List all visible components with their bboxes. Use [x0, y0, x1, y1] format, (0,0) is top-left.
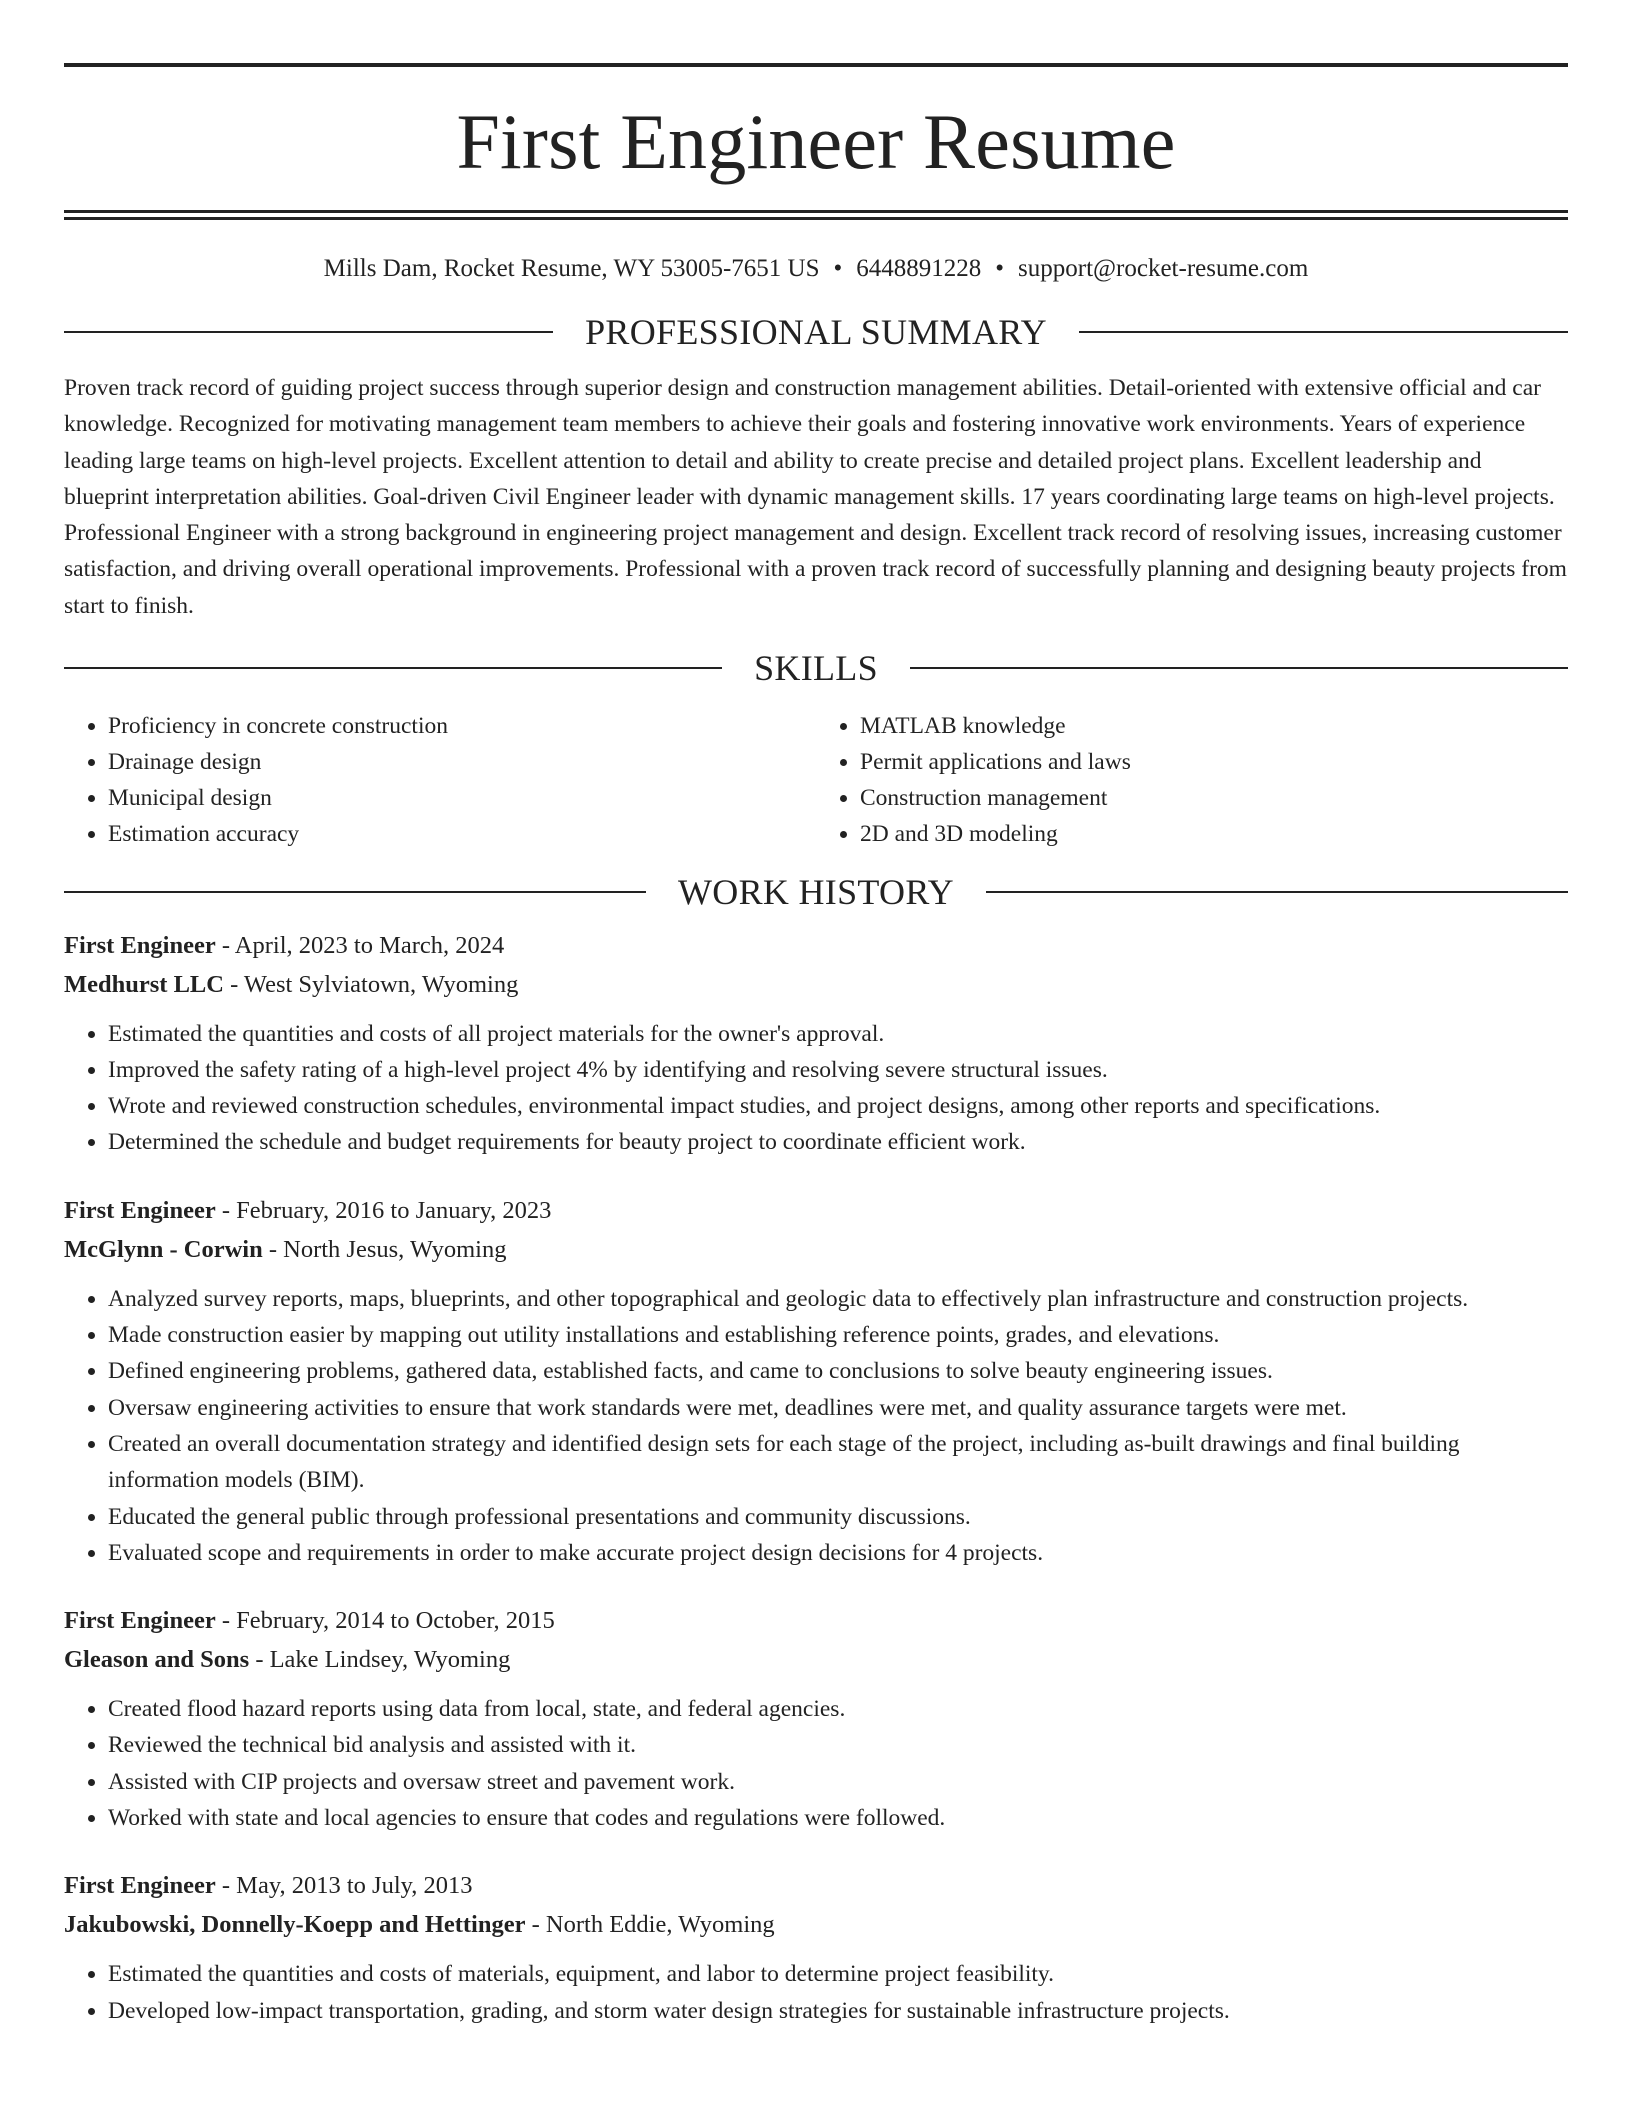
job-bullet: • Worked with state and local agencies to ensure that codes and regulations were followed.: [108, 1800, 1568, 1836]
job-location: - North Eddie, Wyoming: [525, 1911, 775, 1939]
job-entry: [64, 1191, 1568, 1571]
job-company: Medhurst LLC: [64, 970, 224, 998]
job-location: - Lake Lindsey, Wyoming: [249, 1646, 511, 1674]
skill-item: • Estimation accuracy: [108, 816, 816, 852]
skill-item: • Proficiency in concrete construction: [108, 708, 816, 744]
section-heading-summary: [64, 312, 1568, 352]
skills-columns: [64, 708, 1568, 852]
contact-separator: •: [995, 255, 1005, 282]
section-title: PROFESSIONAL SUMMARY: [585, 312, 1047, 352]
skill-item: • Permit applications and laws: [860, 744, 1568, 780]
job-bullet: • Educated the general public through professional presentations and community discussions.: [108, 1499, 1568, 1535]
heading-rule: [986, 891, 1568, 893]
job-bullet: • Defined engineering problems, gathered data, established facts, and came to conclusions to solve beauty engineering issues.: [108, 1353, 1568, 1389]
job-bullet: • Determined the schedule and budget requirements for beauty project to coordinate efficient work.: [108, 1124, 1568, 1160]
job-location: - North Jesus, Wyoming: [262, 1235, 507, 1263]
skills-list-left: [64, 708, 816, 852]
job-role: First Engineer: [64, 1607, 216, 1635]
job-entry: [64, 1601, 1568, 1836]
job-bullet: • Created an overall documentation strategy and identified design sets for each stage of the project, including as-built drawings and final building information models (BIM).: [108, 1426, 1568, 1499]
header-double-rule: [64, 210, 1568, 220]
job-role: First Engineer: [64, 1872, 216, 1900]
job-bullet: • Estimated the quantities and costs of materials, equipment, and labor to determine project feasibility.: [108, 1956, 1568, 1992]
skill-item: • MATLAB knowledge: [860, 708, 1568, 744]
contact-email: support@rocket-resume.com: [1018, 255, 1309, 282]
professional-summary: Proven track record of guiding project success through superior design and construction management abilities. Detail-oriented with extensive official and car knowledge. Recognized for motivating management team members to achieve their goals and fostering innovative work environments. Years of experience leading large teams on high-level projects. Excellent attention to detail and ability to create precise and detailed project plans. Excellent leadership and blueprint interpretation abilities. Goal-driven Civil Engineer leader with dynamic management skills. 17 years coordinating large teams on high-level projects. Professional Engineer with a strong background in engineering project management and design. Excellent track record of resolving issues, increasing customer satisfaction, and driving overall operational improvements. Professional with a proven track record of successfully planning and designing beauty projects from start to finish.: [64, 375, 1567, 619]
job-role: First Engineer: [64, 1196, 216, 1224]
resume-title: First Engineer Resume: [456, 98, 1176, 185]
job-bullet: • Reviewed the technical bid analysis and assisted with it.: [108, 1727, 1568, 1763]
job-company: Gleason and Sons: [64, 1646, 250, 1674]
contact-phone: 6448891228: [856, 255, 982, 282]
job-company-line: [64, 1640, 1568, 1679]
job-bullets: [64, 1281, 1568, 1571]
heading-rule: [1079, 331, 1568, 333]
contact-address: Mills Dam, Rocket Resume, WY 53005-7651 US: [323, 255, 820, 282]
heading-rule: [910, 667, 1568, 669]
job-bullet: • Made construction easier by mapping out utility installations and establishing reference points, grades, and elevations.: [108, 1317, 1568, 1353]
skills-list-right: [816, 708, 1568, 852]
resume-header: [64, 0, 1568, 220]
skill-item: • Drainage design: [108, 744, 816, 780]
contact-separator: •: [833, 255, 843, 282]
job-dates: - February, 2016 to January, 2023: [215, 1196, 552, 1224]
job-entry: [64, 926, 1568, 1161]
job-bullets: [64, 1691, 1568, 1836]
job-bullet: • Evaluated scope and requirements in order to make accurate project design decisions for 4 projects.: [108, 1535, 1568, 1571]
job-title-line: [64, 1866, 1568, 1905]
job-role: First Engineer: [64, 931, 216, 959]
job-bullet: • Estimated the quantities and costs of all project materials for the owner's approval.: [108, 1016, 1568, 1052]
job-company-line: [64, 1905, 1568, 1944]
job-company: McGlynn - Corwin: [64, 1235, 263, 1263]
job-bullet: • Created flood hazard reports using data from local, state, and federal agencies.: [108, 1691, 1568, 1727]
skill-item: • Construction management: [860, 780, 1568, 816]
section-heading-skills: [64, 648, 1568, 688]
job-title-line: [64, 926, 1568, 965]
job-company-line: [64, 1230, 1568, 1269]
job-company-line: [64, 965, 1568, 1004]
job-location: - West Sylviatown, Wyoming: [223, 970, 519, 998]
contact-line: [64, 254, 1568, 284]
job-bullet: • Wrote and reviewed construction schedules, environmental impact studies, and project designs, among other reports and specifications.: [108, 1088, 1568, 1124]
heading-rule: [64, 667, 722, 669]
job-dates: - February, 2014 to October, 2015: [215, 1607, 555, 1635]
job-company: Jakubowski, Donnelly-Koepp and Hettinger: [64, 1911, 526, 1939]
skill-item: • 2D and 3D modeling: [860, 816, 1568, 852]
job-bullet: • Assisted with CIP projects and oversaw street and pavement work.: [108, 1764, 1568, 1800]
skill-item: • Municipal design: [108, 780, 816, 816]
job-bullet: • Analyzed survey reports, maps, blueprints, and other topographical and geologic data to effectively plan infrastructure and construction projects.: [108, 1281, 1568, 1317]
section-title: SKILLS: [754, 647, 878, 688]
heading-rule: [64, 331, 553, 333]
job-bullets: [64, 1016, 1568, 1161]
job-bullets: [64, 1956, 1568, 2029]
job-title-line: [64, 1601, 1568, 1640]
section-title: WORK HISTORY: [678, 871, 954, 912]
job-bullet: • Improved the safety rating of a high-level project 4% by identifying and resolving severe structural issues.: [108, 1052, 1568, 1088]
job-bullet: • Developed low-impact transportation, grading, and storm water design strategies for sustainable infrastructure projects.: [108, 1993, 1568, 2029]
job-bullet: • Oversaw engineering activities to ensure that work standards were met, deadlines were met, and quality assurance targets were met.: [108, 1390, 1568, 1426]
heading-rule: [64, 891, 646, 893]
section-heading-work: [64, 872, 1568, 912]
job-title-line: [64, 1191, 1568, 1230]
job-entry: [64, 1866, 1568, 2029]
job-dates: - April, 2023 to March, 2024: [215, 931, 505, 959]
job-dates: - May, 2013 to July, 2013: [215, 1872, 473, 1900]
